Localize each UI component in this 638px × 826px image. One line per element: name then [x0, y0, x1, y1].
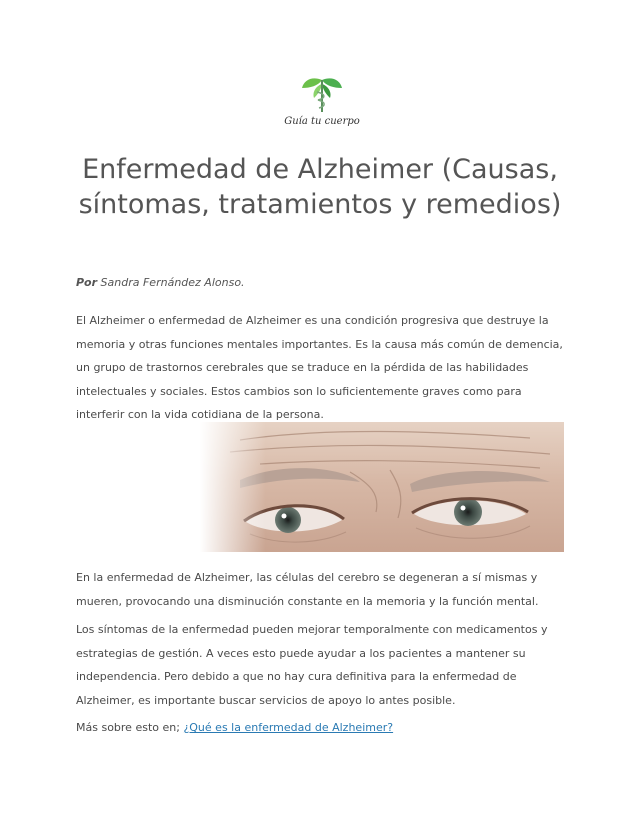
logo-text: Guía tu cuerpo	[284, 116, 360, 127]
more-info-line	[76, 716, 568, 740]
alzheimer-info-link[interactable]: ¿Qué es la enfermedad de Alzheimer?	[183, 721, 394, 734]
article-title: Enfermedad de Alzheimer (Causas, síntomas, tratamientos y remedios)	[78, 154, 562, 220]
paragraph-intro: El Alzheimer o enfermedad de Alzheimer es una condición progresiva que destruye la memoria y otras funciones mentales importantes. Es la causa más común de demencia, un grupo de trastornos cerebrales que se traduce en la pérdida de las habilidades intelectuales y sociales. Estos cambios son lo suficientemente graves como para interferir con la vida cotidiana de la persona.	[76, 314, 563, 421]
byline	[76, 276, 245, 289]
more-info-prefix: Más sobre esto en;	[76, 721, 184, 734]
paragraph-degeneration: En la enfermedad de Alzheimer, las células del cerebro se degeneran a sí mismas y mueren, provocando una disminución constante en la memoria y la función mental.	[76, 571, 539, 608]
site-logo	[276, 74, 368, 134]
elderly-eyes-photo	[200, 422, 564, 552]
caduceus-leaf-icon	[300, 74, 344, 114]
eyes-image	[200, 422, 564, 552]
byline-prefix: Por	[76, 276, 98, 289]
byline-author: Sandra Fernández Alonso.	[100, 276, 245, 289]
paragraph-symptoms: Los síntomas de la enfermedad pueden mejorar temporalmente con medicamentos y estrategias de gestión. A veces esto puede ayudar a los pacientes a mantener su independencia. Pero debido a que no hay cura definitiva para la enfermedad de Alzheimer, es importante buscar servicios de apoyo lo antes posible.	[76, 623, 548, 707]
